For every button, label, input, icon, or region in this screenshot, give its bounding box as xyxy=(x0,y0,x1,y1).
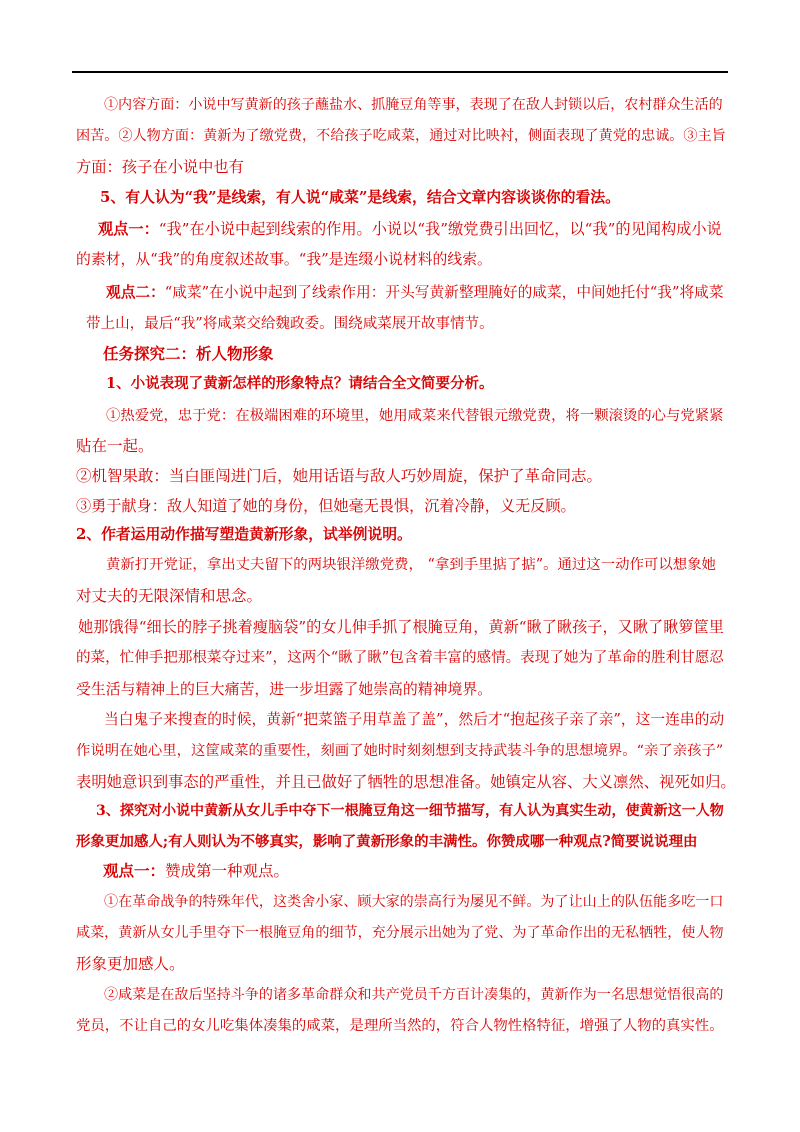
text-line-p1-l3: 方面：孩子在小说中也有 xyxy=(76,158,244,176)
text-line-q2: 2、作者运用动作描写塑造黄新形象，试举例说明。 xyxy=(76,526,412,543)
text-line-b2-l3: 受生活与精神上的巨大痛苦，进一步坦露了她崇高的精神境界。 xyxy=(76,680,493,698)
text-line-v2-l1: 观点二：“咸菜”在小说中起到了线索作用：开头写黄新整理腌好的咸菜，中间她托付“我”将咸菜 xyxy=(106,284,724,301)
text-line-q5: 5、有人认为“我”是线索，有人说“咸菜”是线索，结合文章内容谈谈你的看法。 xyxy=(100,188,621,206)
text-line-b1-l1: 黄新打开党证，拿出丈夫留下的两块银洋缴党费， “拿到手里掂了掂”。通过这一动作可以想象她 xyxy=(106,557,716,573)
text-line-c1-l2: 咸菜，黄新从女儿手里夺下一根腌豆角的细节，充分展示出她为了党、为了革命作出的无私牺牲，使人物 xyxy=(76,925,724,941)
text-line-b2-l1: 她那饿得“细长的脖子挑着瘦脑袋”的女儿伸手抓了根腌豆角，黄新“瞅了瞅孩子，又瞅了瞅箩筐里 xyxy=(78,618,724,636)
text-line-q3-l1: 3、探究对小说中黄新从女儿手中夺下一根腌豆角这一细节描写，有人认为真实生动，使黄新这一人物 xyxy=(96,803,724,819)
text-line-a1-l2: 贴在一起。 xyxy=(76,437,154,455)
text-line-p1-l2: 困苦。②人物方面：黄新为了缴党费，不给孩子吃咸菜，通过对比映衬，侧面表现了黄党的忠诚。③主旨 xyxy=(76,128,726,144)
text-line-c2-l2: 党员，不让自己的女儿吃集体凑集的咸菜，是理所当然的，符合人物性格特征，增强了人物的真实性。 xyxy=(76,1018,724,1034)
text-line-a2: ②机智果敢：当白匪闯进门后，她用话语与敌人巧妙周旋，保护了革命同志。 xyxy=(76,467,602,485)
text-line-b2-l2: 的菜，忙伸手把那根菜夺过来”，这两个“瞅了瞅”包含着丰富的感情。表现了她为了革命的胜利甘愿忍 xyxy=(76,649,724,666)
text-line-b3-l2: 作说明在她心里，这筐咸菜的重要性，刻画了她时时刻刻想到支持武装斗争的思想境界。“亲了亲孩子” xyxy=(76,743,724,759)
text-line-c1-l1: ①在革命战争的特殊年代，这类舍小家、顾大家的崇高行为屡见不鲜。为了让山上的队伍能多吃一口 xyxy=(104,894,724,910)
text-line-task2: 任务探究二：析人物形象 xyxy=(103,344,274,363)
text-line-p1-l1: ①内容方面：小说中写黄新的孩子蘸盐水、抓腌豆角等事，表现了在敌人封锁以后，农村群众生活的 xyxy=(104,97,723,113)
text-line-a1-l1: ①热爱党，忠于党：在极端困难的环境里，她用咸菜来代替银元缴党费，将一颗滚烫的心与党紧紧 xyxy=(106,408,724,424)
text-line-v1-l1: 观点一：“我”在小说中起到线索的作用。小说以“我”缴党费引出回忆，以“我”的见闻构成小说 xyxy=(98,220,722,238)
text-line-c2-l1: ②咸菜是在敌后坚持斗争的诸多革命群众和共产党员千方百计凑集的，黄新作为一名思想觉悟很高的 xyxy=(104,987,724,1003)
text-line-v2-l2: 带上山，最后“我”将咸菜交给魏政委。围绕咸菜展开故事情节。 xyxy=(86,315,494,332)
text-line-v1-l2: 的素材，从“我”的角度叙述故事。“我”是连缀小说材料的线索。 xyxy=(76,251,492,268)
text-line-q3-l2: 形象更加感人;有人则认为不够真实，影响了黄新形象的丰满性。你赞成哪一种观点?简要说说理由 xyxy=(76,833,698,850)
text-line-q1: 1、小说表现了黄新怎样的形象特点？请结合全文简要分析。 xyxy=(106,375,494,392)
text-line-c1-l3: 形象更加感人。 xyxy=(76,955,185,973)
text-line-b1-l2: 对丈夫的无限深情和思念。 xyxy=(76,587,263,605)
text-line-c-head: 观点一：赞成第一种观点。 xyxy=(103,861,290,880)
text-line-b3-l1: 当白鬼子来搜查的时候，黄新“把菜篮子用草盖了盖”，然后才“抱起孩子亲了亲”，这一连串的动 xyxy=(104,711,725,728)
text-line-a3: ③勇于献身：敌人知道了她的身份，但她毫无畏惧，沉着冷静，义无反顾。 xyxy=(76,497,576,515)
text-line-b3-l3: 表明她意识到事态的严重性，并且已做好了牺牲的思想准备。她镇定从容、大义凛然、视死如归。 xyxy=(76,773,736,791)
header-rule xyxy=(72,71,728,73)
